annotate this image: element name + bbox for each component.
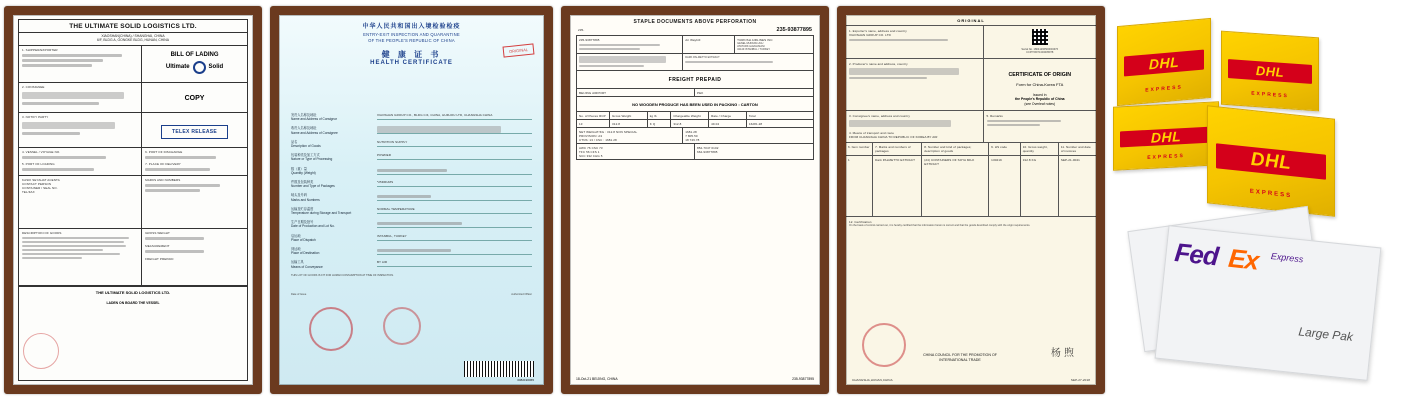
telex-release-cell [142,113,247,147]
fedex-wordmark-fed: Fed [1173,237,1220,272]
exporter-cell: 1. Exporter's name, address and country XIAOSHAN GROUP CO. LTD [846,26,984,58]
qr-code-icon [1032,29,1048,45]
awb-notice: DARK PALMETTO EXTRACT [685,55,720,59]
secondary-seal-icon [383,307,421,345]
consignee-cell: 3. Consignee's name, address and country 4. Means of transport and route FROM CHANGSHA CHINA TO REPUBLIC OF KOREA BY AIR [846,111,984,142]
dhl-wordmark: DHL [1255,63,1285,81]
air-waybill-page [570,15,820,385]
brand-lockup: Ultimate Solid [145,61,244,74]
total-2: 7 805.50 [685,133,698,138]
official-seal-icon [309,307,353,351]
reference-number: 662-93877895 [697,149,718,154]
bill-of-lading-page [13,15,253,385]
fedex-envelope-front [1155,225,1382,381]
transport-route: FROM CHANGSHA CHINA TO REPUBLIC OF KOREA BY AIR [849,134,938,139]
field-row: 包装种类及加工方式 Nature or Type of Processing POWDER [291,153,532,161]
dhl-wordmark: DHL [1148,53,1180,73]
authority-name-cn: 中华人民共和国出入境检验检疫 [362,24,461,30]
total-3: 18 746.78 [685,137,700,142]
carrier-name: TURKISH AIRLINES INC [737,37,773,42]
authority-name-en: ENTRY-EXIT INSPECTION AND QUARANTINE OF THE PEOPLE'S REPUBLIC OF CHINA [363,32,460,43]
field-row: 到达地 Place of Destination [291,247,532,255]
no-wood-declaration: NO WOODEN PRODUCE HAS BEEN USED IN PACKING : CARTON [632,101,758,107]
staple-banner: STAPLE DOCUMENTS ABOVE PERFORATION [633,19,757,25]
certificate-title-cn: 健 康 证 书 [381,50,442,59]
fedex-express-label: Express [1270,251,1304,265]
total-1: 1681.28 [685,129,697,134]
field-row: 生产日期及批号 Date of Production and Lot No. [291,220,532,228]
certification-text: On the basis of control carried out, it is hereby certified that the information herein is correct and that the goods described comply with the origin requirements. [849,223,1031,227]
route-code: PEK [697,90,704,95]
col-hs-code: 9. HS code [989,143,1021,155]
certification-label: 12. Certification [849,219,872,224]
field-row: 启运地 Place of Dispatch ISTANBUL, TURKEY [291,234,532,242]
certificate-subtitle: Form for China-Korea FTA [1016,81,1064,87]
certificate-title-en: HEALTH CERTIFICATE [370,60,453,66]
shipper-cell: 1. SHIPPER/EXPORTER [19,46,142,82]
health-certificate-page [279,15,544,385]
document-card-bill-of-lading[interactable] [4,6,262,394]
freight-terms: FREIGHT PREPAID [668,76,722,83]
ports-cell: 6. PORT OF DISCHARGE 7. PLACE OF DELIVERY [142,148,247,175]
dhl-box-back-right [1221,31,1319,112]
barcode-icon [464,361,534,377]
declaration-text: THIS LOT OF GOODS IS FIT FOR HUMAN CONSUMPTION AT TIME OF INSPECTION. [291,273,394,277]
barcode-number: 0082190065 [517,378,534,382]
dhl-wordmark: DHL [1250,148,1292,175]
dhl-express-label: EXPRESS [1145,83,1183,94]
exporter-name: XIAOSHAN GROUP CO. LTD [849,33,891,37]
original-label: ORIGINAL [957,18,985,23]
awb-footer [576,377,814,381]
phone-block: 852-7047 0102 [697,145,719,150]
serial-number: 18041266500004376 [1033,48,1059,51]
company-name: THE ULTIMATE SOLID LOGISTICS LTD. [19,20,247,33]
footer-place: CHANGSHA,HUNAN,CHINA [852,378,893,382]
certificate-of-origin-page [846,15,1096,385]
producer-cell: 2. Producer's name and address, country [846,59,984,110]
table-row: 13 312.8 K Q 312.8 49.04 16281.28 [577,120,813,128]
item-hs-code: 130219 [989,156,1021,216]
exec-line-1: AWC 76 CSC 73 [579,145,603,150]
footer-laden: LADEN ON BOARD THE VESSEL [106,300,160,305]
exec-line-2: TFC 56 CFS 1 [579,149,600,154]
dhl-box-front [1207,105,1335,216]
dhl-box-back-left [1117,18,1211,106]
field-row: 唛头及号码 Marks and Numbers [291,193,532,201]
courier-packaging-photo[interactable] [1109,0,1420,400]
dhl-box-mid-left [1113,101,1219,171]
bol-title-cell: BILL OF LADING Ultimate Solid [142,46,247,82]
awb-prefix: 235- [578,28,585,32]
document-card-air-waybill[interactable] [561,6,829,394]
field-row: 数（重）量 Quantity (Weight) [291,167,532,175]
field-row: 发货人名称及地址 Name and Address of Consignor XIAOSHAN GROUP CO., BLDG C/4, CHINA, HUZHOU LTD, CHANGSHA CHINA [291,113,532,121]
field-row: 品名 Description of Goods NUTRITION SUPPLY [291,140,532,148]
field-row: 运输工具 Means of Conveyance BY AIR [291,260,532,268]
reference-number: CCPIT/6971304035978 [1026,51,1054,55]
awb-footer-date: 18-Oct-21 BEIJING, CHINA [576,377,618,381]
dhl-express-label: EXPRESS [1147,152,1185,161]
fedex-wordmark-ex: Ex [1226,242,1260,276]
health-certificate-fields [291,113,532,339]
dhl-wordmark: DHL [1150,127,1182,146]
document-card-certificate-of-origin[interactable] [837,6,1105,394]
consignee-cell: 2. CONSIGNEE [19,83,142,112]
contact-block-1: NET WEIGHT/KG : 312.8 NON SPECIAL [579,129,638,134]
item-weight: 312.8 KG [1021,156,1059,216]
ring-icon [193,61,206,74]
round-stamp-icon [23,333,59,369]
date-label: Date of Issue [291,293,307,297]
vessel-cell: 4. VESSEL / VOYAGE NO. 5. PORT OF LOADING [19,148,142,175]
field-row: 件数及包装种类 Number and Type of Packages *25DRUMS [291,180,532,188]
council-seal-icon [862,323,906,367]
issuing-council: CHINA COUNCIL FOR THE PROMOTION OF INTERNATIONAL TRADE [923,353,997,362]
signature-label: Authorized Officer [511,293,532,297]
marks-cell: MARKS AND NUMBERS [142,176,247,228]
footer-company: THE ULTIMATE SOLID LOGISTICS LTD. [19,286,247,298]
notify-party-cell: 3. NOTIFY PARTY [19,113,142,147]
handwritten-signature: 杨 煦 [1050,348,1074,359]
remarks-cell: 5. Remarks [984,111,1097,142]
company-address: XIAOSHAN(CHINA) / SHANGHAI, CHINA 6/F, BLDG A, GONGKE BLDG, HUNAN, CHINA [19,33,247,46]
col-marks: 7. Marks and numbers of packages [873,143,922,155]
dhl-express-label: EXPRESS [1251,91,1289,100]
copy-mark-cell: COPY [184,94,205,102]
fedex-large-pak-label: Large Pak [1297,324,1354,345]
col-item-number: 6. Item number [846,143,873,155]
original-stamp: ORIGINAL [502,43,534,57]
footer-date: SEP-27-2018 [1070,378,1090,382]
col-description: 8. Number and kind of packages; description of goods [922,143,989,155]
field-row: 运输及贮存温度 Temperature during Storage and Transport NORMAL TEMPERATURE [291,207,532,215]
field-row: 收货人名称及地址 Name and Address of Consignee [291,126,532,134]
contact-block-3: CTNS: 13 / CSC : 1681.28 [579,137,617,142]
telex-release-stamp: TELEX RELEASE [161,125,228,139]
awb-header-table: 235-93877895 Air Waybill TURKISH AIRLINES INC GENEL MUDURLUGU ATATURK HAVALIMANI 34149 ISTANBUL / TURKEY DARK PALMETTO EXTRACT FREIGHT PREPAID BEIJING AIRPORT PEK NO WOODEN PRODUCE HAS BEEN USED IN PACKING : CARTON No. of Pieces RCP Gross Weight kg lb Chargeable Weight Rate / Charge Total 13 312.8 K Q 312.8 49.04 16281.28 NET WEIGHT/KG : 312.8 NON SPECIAL PROVISION: A3 CTNS: 13 / CSC : 1681.28 1681.28 7 805.50 18 746.78 AWC 76 CSC 73 TFC 56 CFS 1 SCC 332 CHG 5 852-7047 0102 662-93877895 [576,35,814,160]
awb-number-cell: 235-93877895 [579,37,600,42]
exec-line-3: SCC 332 CHG 5 [579,153,603,158]
table-row: 1 Dark PALMETTO EXTRACT (24) CONTAINERS OF SOYA MILK EXTRACT 130219 312.8 KG SEP-21-0041 [846,156,1096,216]
item-invoice: SEP-21-0041 [1060,157,1080,162]
certificate-title-cell: CERTIFICATE OF ORIGIN Form for China-Korea FTA Issued in the People's Republic of China (see Overleaf notes) [984,59,1097,110]
item-marks: Dark PALMETTO EXTRACT [873,156,922,216]
certificate-title: CERTIFICATE OF ORIGIN [1008,71,1071,78]
coo-footer [852,378,1090,382]
dhl-express-label: EXPRESS [1249,189,1293,200]
awb-doc-type: Air Waybill [685,37,701,42]
airport-of-departure: BEIJING AIRPORT [579,90,607,95]
awb-footer-number: 235-93877895 [792,377,814,381]
item-goods: (24) CONTAINERS OF SOYA MILK EXTRACT [922,156,989,216]
col-invoice: 11. Number and date of invoices [1060,144,1091,153]
col-weight: 10. Gross weight, quantity [1021,143,1059,155]
serial-cell: Serial No. 18041266500004376 CCPIT/6971304035978 [984,26,1097,58]
consignee-details-cell: KASIK SEYAHAT ACENTA CONTACT PERSON CONTAINER / SEAL NO. TEL/FAX [19,176,142,228]
document-card-health-certificate[interactable] [270,6,553,394]
awb-number-top: 235-93877895 [776,27,812,33]
contact-block-2: PROVISION: A3 [579,133,603,138]
weights-cell: GROSS WEIGHT MEASUREMENT FREIGHT PREPAID [142,229,247,285]
goods-description-cell: DESCRIPTION OF GOODS [19,229,142,285]
